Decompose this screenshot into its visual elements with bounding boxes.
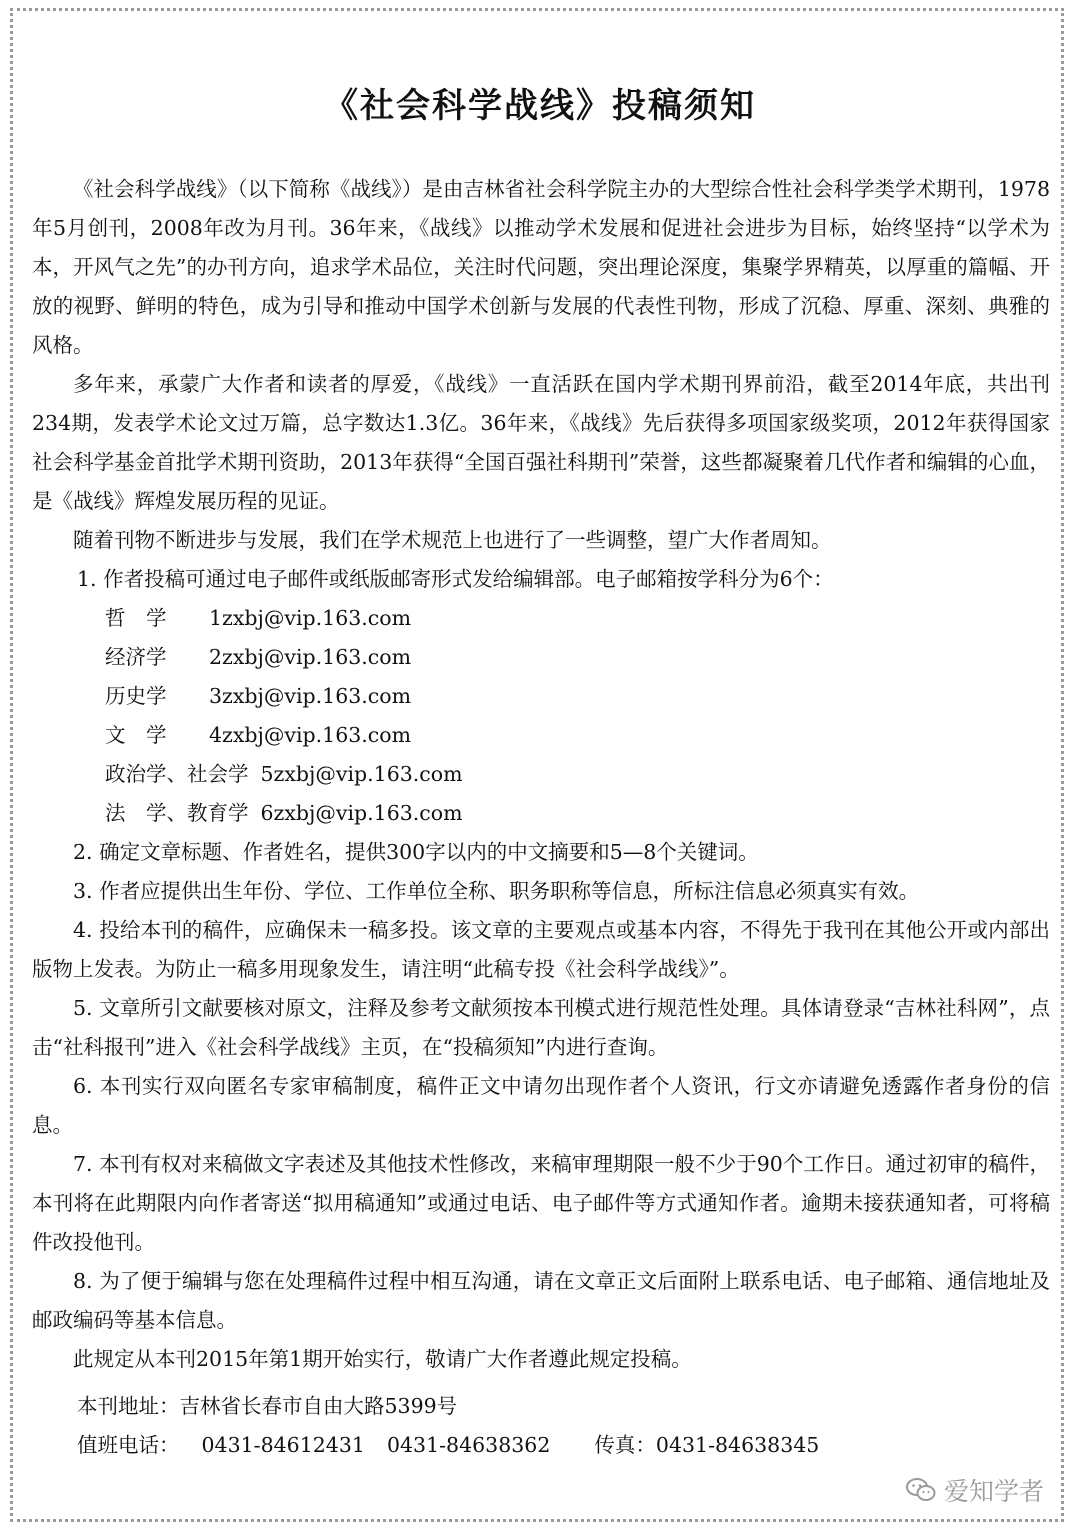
email-address: 3zxbj@vip.163.com [209, 684, 412, 708]
email-row [105, 755, 1050, 794]
intro-paragraph: 多年来，承蒙广大作者和读者的厚爱，《战线》一直活跃在国内学术期刊界前沿，截至2014年底，共出刊234期，发表学术论文过万篇，总字数达1.3亿。36年来，《战线》先后获得多项国家级奖项，2012年获得国家社会科学基金首批学术期刊资助，2013年获得“全国百强社科期刊”荣誉，这些都凝聚着几代作者和编辑的心血，是《战线》辉煌发展历程的见证。 [32, 372, 1050, 513]
watermark-text: 爱知学者 [943, 1477, 1044, 1506]
phone-number-2: 0431-84638362 [386, 1433, 551, 1457]
email-address: 6zxbj@vip.163.com [260, 801, 463, 825]
email-list [32, 599, 1050, 833]
email-row [105, 716, 1050, 755]
email-subject: 文 学 [105, 723, 167, 747]
email-row [105, 599, 1050, 638]
rule-item: 7. 本刊有权对来稿做文字表述及其他技术性修改，来稿审理期限一般不少于90个工作日。通过初审的稿件，本刊将在此期限内向作者寄送“拟用稿通知”或通过电话、电子邮件等方式通知作者。逾期未接获通知者，可将稿件改投他刊。 [32, 1152, 1050, 1254]
email-subject: 历史学 [105, 684, 167, 708]
email-row [105, 677, 1050, 716]
rule-item: 3. 作者应提供出生年份、学位、工作单位全称、职务职称等信息，所标注信息必须真实有效。 [73, 879, 920, 903]
rule-item: 1. 作者投稿可通过电子邮件或纸版邮寄形式发给编辑部。电子邮箱按学科分为6个： [77, 567, 834, 591]
email-subject: 法 学、教育学 [105, 801, 249, 825]
email-row [105, 794, 1050, 833]
contact-info [32, 1387, 1050, 1465]
watermark [906, 1472, 1044, 1508]
rule-item: 8. 为了便于编辑与您在处理稿件过程中相互沟通，请在文章正文后面附上联系电话、电子邮箱、通信地址及邮政编码等基本信息。 [32, 1269, 1050, 1332]
email-address: 5zxbj@vip.163.com [260, 762, 463, 786]
closing-statement: 此规定从本刊2015年第1期开始实行，敬请广大作者遵此规定投稿。 [73, 1347, 692, 1371]
fax-label: 传真： [594, 1433, 656, 1457]
rule-item: 2. 确定文章标题、作者姓名，提供300字以内的中文摘要和5—8个关键词。 [73, 840, 759, 864]
phone-number: 0431-84612431 [201, 1433, 365, 1457]
email-subject: 政治学、社会学 [105, 762, 249, 786]
wechat-icon [906, 1477, 936, 1503]
intro-paragraph: 《社会科学战线》（以下简称《战线》）是由吉林省社会科学院主办的大型综合性社会科学类学术期刊，1978年5月创刊，2008年改为月刊。36年来，《战线》以推动学术发展和促进社会进步为目标，始终坚持“以学术为本，开风气之先”的办刊方向，追求学术品位，关注时代问题，突出理论深度，集聚学界精英，以厚重的篇幅、开放的视野、鲜明的特色，成为引导和推动中国学术创新与发展的代表性刊物，形成了沉稳、厚重、深刻、典雅的风格。 [32, 177, 1050, 357]
rule-item: 6. 本刊实行双向匿名专家审稿制度，稿件正文中请勿出现作者个人资讯，行文亦请避免透露作者身份的信息。 [32, 1074, 1050, 1137]
address-line: 本刊地址：吉林省长春市自由大路5399号 [77, 1394, 458, 1418]
email-subject: 哲 学 [105, 606, 167, 630]
email-row [105, 638, 1050, 677]
fax-number: 0431-84638345 [655, 1433, 820, 1457]
phone-label [77, 1433, 365, 1457]
email-address: 2zxbj@vip.163.com [209, 645, 412, 669]
page-title: 《社会科学战线》投稿须知 [324, 86, 756, 126]
rule-item: 5. 文章所引文献要核对原文，注释及参考文献须按本刊模式进行规范性处理。具体请登录“吉林社科网”，点击“社科报刊”进入《社会科学战线》主页，在“投稿须知”内进行查询。 [32, 996, 1050, 1059]
phone-label-text: 值班电话： [77, 1433, 180, 1457]
email-address: 4zxbj@vip.163.com [209, 723, 412, 747]
email-subject: 经济学 [105, 645, 167, 669]
document-body [32, 170, 1050, 1465]
rule-item: 4. 投给本刊的稿件，应确保未一稿多投。该文章的主要观点或基本内容，不得先于我刊在其他公开或内部出版物上发表。为防止一稿多用现象发生，请注明“此稿专投《社会科学战线》”。 [32, 918, 1050, 981]
intro-paragraph: 随着刊物不断进步与发展，我们在学术规范上也进行了一些调整，望广大作者周知。 [73, 528, 832, 552]
phone-line [32, 1426, 1050, 1465]
email-address: 1zxbj@vip.163.com [209, 606, 412, 630]
